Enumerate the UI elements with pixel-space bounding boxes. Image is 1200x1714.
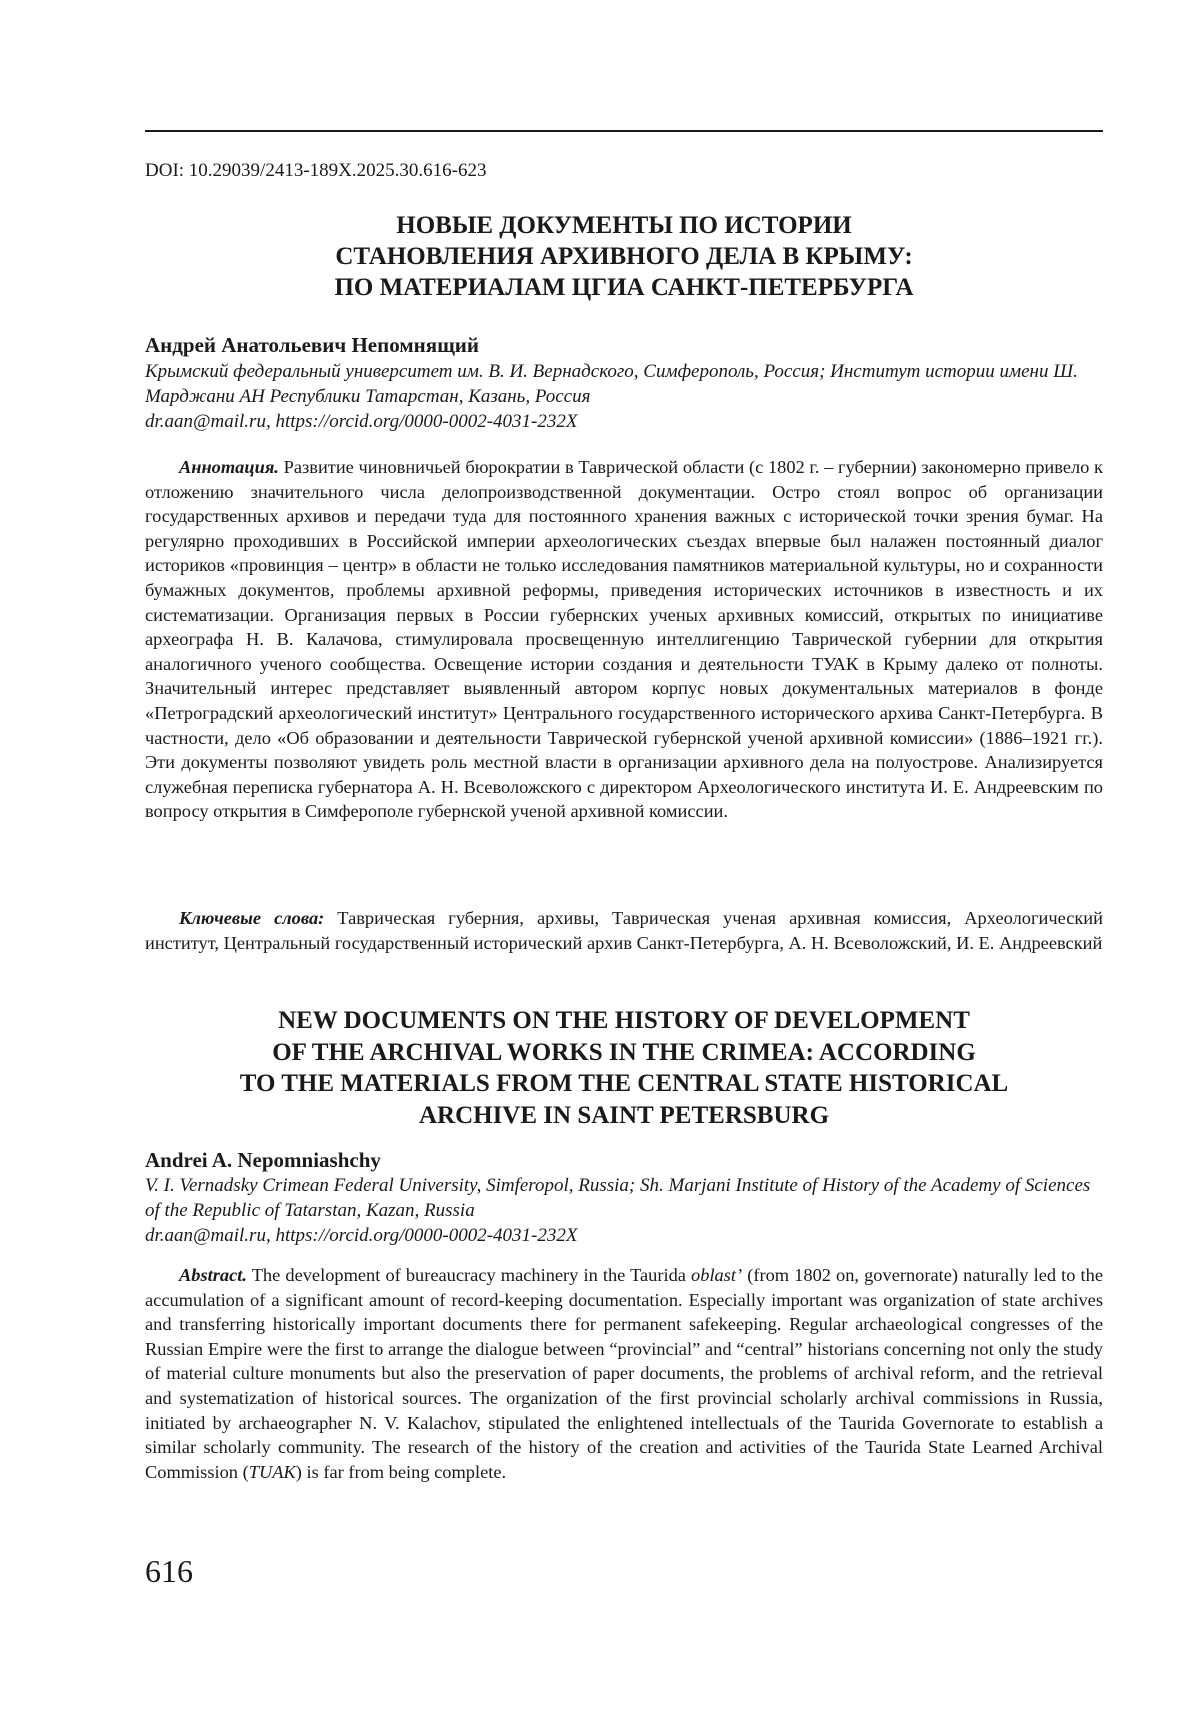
ru-keywords-text: Таврическая губерния, архивы, Таврическая ученая архивная комиссия, Археологический институт, Центральный государственный исторический архив Санкт-Петербурга, А. Н. Всеволожский, И. Е. Андреевский xyxy=(145,908,1103,953)
en-contact: dr.aan@mail.ru, https://orcid.org/0000-0002-4031-232X xyxy=(145,1225,578,1246)
en-abstract-label: Abstract. xyxy=(179,1265,247,1285)
ru-keywords xyxy=(145,906,1103,955)
ru-keywords-label: Ключевые слова: xyxy=(179,908,325,928)
en-abstract xyxy=(145,1263,1103,1484)
en-abstract-italic: oblast’ xyxy=(691,1265,743,1285)
ru-abstract xyxy=(145,455,1103,824)
ru-title-line: СТАНОВЛЕНИЯ АРХИВНОГО ДЕЛА В КРЫМУ: xyxy=(335,243,913,270)
en-abstract-text: (from 1802 on, governorate) naturally led to the accumulation of a significant amount of record-keeping documentation. Especially important was organization of state archives and transferring historically important documents there for permanent safekeeping. Regular archaeological congresses of the Russian Empire were the first to arrange the dialogue between “provincial” and “central” historians concerning not only the study of material culture monuments but also the preservation of paper documents, the problems of archival reform, and the retrieval and systematization of historical sources. The organization of the first provincial scholarly archival commissions in Russia, initiated by archaeographer N. V. Kalachov, stipulated the enlightened intellectuals of the Taurida Governorate to establish a similar scholarly community. The research of the history of the creation and activities of the Taurida State Learned Archival Commission ( xyxy=(145,1265,1103,1482)
ru-author: Андрей Анатольевич Непомнящий xyxy=(145,333,480,357)
en-title xyxy=(145,1005,1103,1131)
page-number: 616 xyxy=(145,1553,193,1589)
en-title-line: TO THE MATERIALS FROM THE CENTRAL STATE HISTORICAL xyxy=(239,1070,1009,1097)
ru-title-line: ПО МАТЕРИАЛАМ ЦГИА САНКТ-ПЕТЕРБУРГА xyxy=(334,274,914,301)
ru-affiliation xyxy=(145,359,1103,434)
ru-abstract-label: Аннотация. xyxy=(179,457,279,477)
ru-affiliation-text: Крымский федеральный университет им. В. И. Вернадского, Симферополь, Россия; Институт истории имени Ш. Марджани АН Республики Татарстан, Казань, Россия xyxy=(145,361,1078,407)
header-rule xyxy=(145,130,1103,132)
en-affiliation-text: V. I. Vernadsky Crimean Federal University, Simferopol, Russia; Sh. Marjani Institute of History of the Academy of Sciences of the Republic of Tatarstan, Kazan, Russia xyxy=(145,1175,1091,1221)
en-abstract-text: ) is far from being complete. xyxy=(295,1461,507,1482)
ru-title xyxy=(145,210,1103,303)
en-abstract-text: The development of bureaucracy machinery in the Taurida xyxy=(246,1265,692,1285)
ru-title-line: НОВЫЕ ДОКУМЕНТЫ ПО ИСТОРИИ xyxy=(396,212,852,239)
en-author: Andrei A. Nepomniashchy xyxy=(145,1148,381,1172)
ru-contact: dr.aan@mail.ru, https://orcid.org/0000-0002-4031-232X xyxy=(145,411,578,432)
doi: DOI: 10.29039/2413-189X.2025.30.616-623 xyxy=(145,160,487,181)
en-title-line: ARCHIVE IN SAINT PETERSBURG xyxy=(418,1101,830,1129)
en-abstract-italic: TUAK xyxy=(248,1461,296,1482)
en-title-line: NEW DOCUMENTS ON THE HISTORY OF DEVELOPMENT xyxy=(278,1007,970,1034)
en-affiliation xyxy=(145,1173,1103,1248)
ru-abstract-text: Развитие чиновничьей бюрократии в Таврической области (с 1802 г. – губернии) закономерно привело к отложению значительного числа делопроизводственной документации. Остро стоял вопрос об организации государственных архивов и передачи туда для постоянного хранения важных с исторической точки зрения бумаг. На регулярно проходивших в Российской империи археологических съездах впервые был налажен постоянный диалог историков «провинция – центр» в области не только исследования памятников материальной культуры, но и сохранности бумажных документов, проблемы архивной реформы, приведения исторических источников в известность и их систематизации. Организация первых в России губернских ученых архивных комиссий, открытых по инициативе археографа Н. В. Калачова, стимулировала просвещенную интеллигенцию Таврической губернии для открытия аналогичного ученого сообщества. Освещение истории создания и деятельности ТУАК в Крыму далеко от полноты. Значительный интерес представляет выявленный автором корпус новых документальных материалов в фонде «Петроградский археологический институт» Центрального государственного исторического архива Санкт-Петербурга. В частности, дело «Об образовании и деятельности Таврической губернской ученой архивной комиссии» (1886–1921 гг.). Эти документы позволяют увидеть роль местной власти в организации архивного дела на полуострове. Анализируется служебная переписка губернатора А. Н. Всеволожского с директором Археологического института И. Е. Андреевским по вопросу открытия в Симферополе губернской ученой архивной комиссии. xyxy=(145,457,1103,822)
en-title-line: OF THE ARCHIVAL WORKS IN THE CRIMEA: ACCORDING xyxy=(272,1038,976,1066)
